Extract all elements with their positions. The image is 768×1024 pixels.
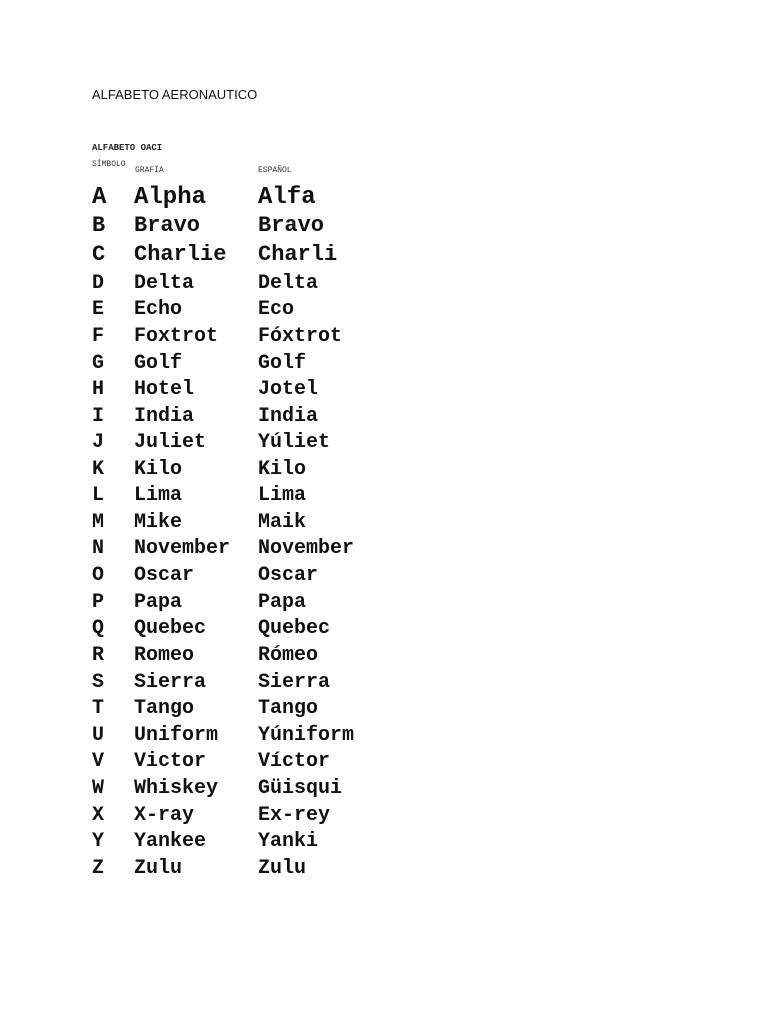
row-espanol: Delta: [258, 272, 319, 295]
row-espanol: Eco: [258, 298, 295, 321]
row-letter: I: [92, 405, 105, 428]
row-letter: D: [92, 272, 105, 295]
row-grafia: Charlie: [134, 242, 227, 267]
row-letter: P: [92, 591, 105, 614]
row-grafia: Uniform: [134, 724, 219, 747]
row-espanol: Jotel: [258, 378, 319, 401]
page-title: ALFABETO AERONAUTICO: [92, 87, 258, 102]
row-espanol: Maik: [258, 511, 307, 534]
row-letter: H: [92, 378, 105, 401]
row-espanol: Quebec: [258, 617, 331, 640]
row-grafia: Tango: [134, 697, 195, 720]
row-grafia: Whiskey: [134, 777, 219, 800]
row-espanol: Yúliet: [258, 431, 331, 454]
row-grafia: Victor: [134, 750, 207, 773]
row-letter: W: [92, 777, 105, 800]
row-grafia: Romeo: [134, 644, 195, 667]
row-letter: R: [92, 644, 105, 667]
row-letter: Z: [92, 857, 105, 880]
row-espanol: Kilo: [258, 458, 307, 481]
row-grafia: November: [134, 537, 231, 560]
row-espanol: Fóxtrot: [258, 325, 343, 348]
row-espanol: Charli: [258, 242, 338, 267]
row-letter: B: [92, 213, 106, 238]
row-letter: S: [92, 671, 105, 694]
row-grafia: Juliet: [134, 431, 207, 454]
row-letter: A: [92, 184, 107, 211]
row-letter: Q: [92, 617, 105, 640]
row-grafia: Oscar: [134, 564, 195, 587]
row-letter: K: [92, 458, 105, 481]
table-subtitle: ALFABETO OACI: [92, 143, 163, 153]
row-letter: O: [92, 564, 105, 587]
row-letter: E: [92, 298, 105, 321]
row-espanol: Bravo: [258, 213, 325, 238]
row-espanol: Yúniform: [258, 724, 355, 747]
row-espanol: Yanki: [258, 830, 319, 853]
row-grafia: Foxtrot: [134, 325, 219, 348]
row-letter: V: [92, 750, 105, 773]
header-grafia: GRAFÍA: [135, 166, 164, 175]
row-espanol: Oscar: [258, 564, 319, 587]
row-espanol: Papa: [258, 591, 307, 614]
row-espanol: Víctor: [258, 750, 331, 773]
row-espanol: Rómeo: [258, 644, 319, 667]
row-espanol: Lima: [258, 484, 307, 507]
row-espanol: Sierra: [258, 671, 331, 694]
row-grafia: Quebec: [134, 617, 207, 640]
header-espanol: ESPAÑOL: [258, 166, 292, 175]
row-grafia: Yankee: [134, 830, 207, 853]
row-grafia: Kilo: [134, 458, 183, 481]
row-espanol: Tango: [258, 697, 319, 720]
row-letter: L: [92, 484, 105, 507]
row-grafia: Papa: [134, 591, 183, 614]
row-letter: U: [92, 724, 105, 747]
row-letter: C: [92, 242, 106, 267]
row-espanol: Zulu: [258, 857, 307, 880]
row-grafia: Echo: [134, 298, 183, 321]
row-grafia: X-ray: [134, 804, 195, 827]
row-grafia: India: [134, 405, 195, 428]
row-letter: N: [92, 537, 105, 560]
header-symbol: SÍMBOLO: [92, 160, 126, 169]
row-letter: M: [92, 511, 105, 534]
row-espanol: Güisqui: [258, 777, 343, 800]
row-espanol: Alfa: [258, 184, 316, 211]
row-grafia: Sierra: [134, 671, 207, 694]
row-grafia: Mike: [134, 511, 183, 534]
row-espanol: November: [258, 537, 355, 560]
row-espanol: Golf: [258, 352, 307, 375]
row-letter: J: [92, 431, 105, 454]
row-espanol: Ex-rey: [258, 804, 331, 827]
row-letter: F: [92, 325, 105, 348]
row-letter: X: [92, 804, 105, 827]
row-grafia: Hotel: [134, 378, 195, 401]
row-grafia: Alpha: [134, 184, 207, 211]
row-letter: G: [92, 352, 105, 375]
row-letter: T: [92, 697, 105, 720]
row-grafia: Bravo: [134, 213, 201, 238]
row-espanol: India: [258, 405, 319, 428]
row-grafia: Golf: [134, 352, 183, 375]
row-letter: Y: [92, 830, 105, 853]
row-grafia: Lima: [134, 484, 183, 507]
row-grafia: Delta: [134, 272, 195, 295]
row-grafia: Zulu: [134, 857, 183, 880]
